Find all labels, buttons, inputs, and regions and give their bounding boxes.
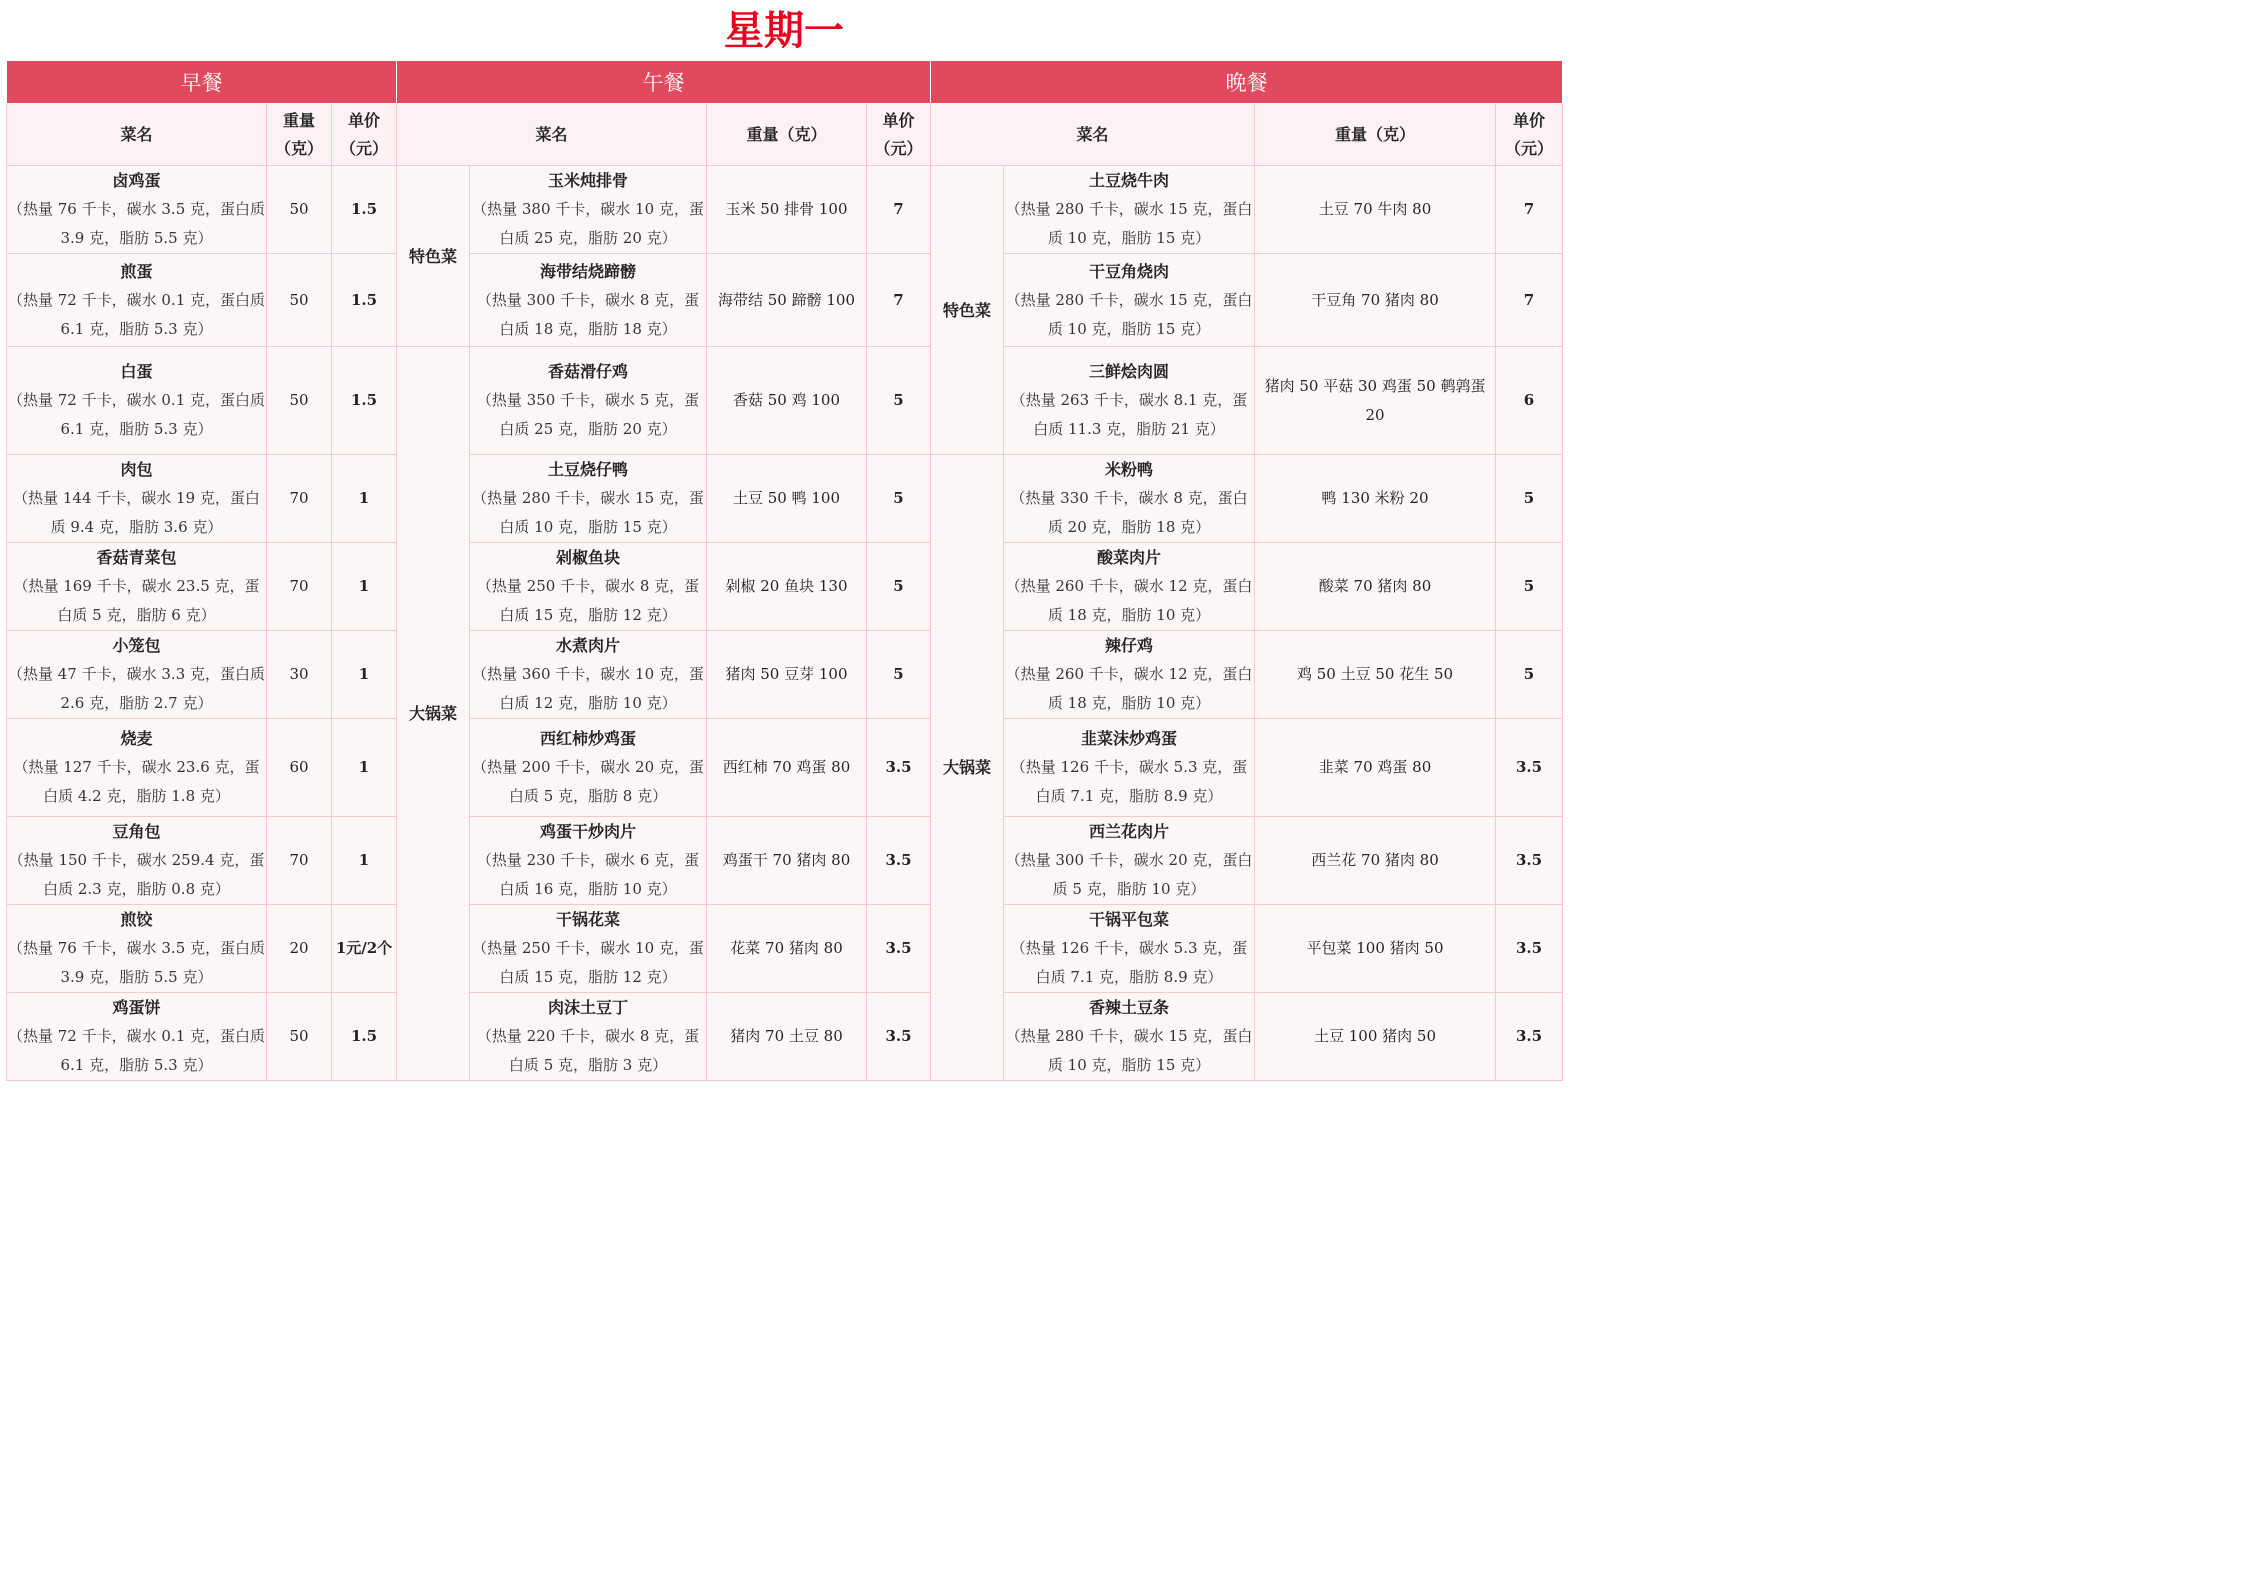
breakfast-dish-header: 菜名	[7, 104, 267, 166]
breakfast-dish-cell	[7, 543, 267, 631]
dish-nutrition: （热量 169 千卡，碳水 23.5 克，蛋白质 5 克，脂肪 6 克）	[13, 577, 260, 624]
breakfast-weight-cell: 70	[267, 543, 332, 631]
breakfast-weight-cell: 50	[267, 347, 332, 455]
dish-nutrition: （热量 280 千卡，碳水 15 克，蛋白质 10 克，脂肪 15 克）	[1005, 290, 1253, 338]
table-row	[7, 543, 1563, 631]
breakfast-dish-cell	[7, 166, 267, 254]
dish-nutrition: （热量 127 千卡，碳水 23.6 克，蛋白质 4.2 克，脂肪 1.8 克）	[13, 758, 260, 805]
meal-header-breakfast: 早餐	[7, 61, 397, 104]
dinner-dish-cell	[1004, 543, 1255, 631]
dish-name: 玉米炖排骨	[548, 171, 629, 190]
dish-nutrition: （热量 360 千卡，碳水 10 克，蛋白质 12 克，脂肪 10 克）	[472, 665, 704, 712]
lunch-weight-cell: 西红柿 70 鸡蛋 80	[707, 719, 867, 817]
dish-name: 土豆烧仔鸭	[548, 460, 629, 479]
lunch-dish-header: 菜名	[397, 104, 707, 166]
dinner-weight-cell: 土豆 100 猪肉 50	[1255, 993, 1496, 1081]
dinner-weight-cell: 干豆角 70 猪肉 80	[1255, 254, 1496, 347]
dish-name: 水煮肉片	[556, 636, 621, 655]
lunch-dish-cell	[470, 631, 707, 719]
dish-nutrition: （热量 250 千卡，碳水 8 克，蛋白质 15 克，脂肪 12 克）	[476, 577, 700, 624]
dish-name: 香辣土豆条	[1089, 998, 1170, 1017]
dish-name: 酸菜肉片	[1097, 548, 1162, 567]
dish-name: 西兰花肉片	[1089, 822, 1170, 841]
dinner-dish-cell	[1004, 347, 1255, 455]
breakfast-weight-header: 重量（克）	[267, 104, 332, 166]
dish-name: 鸡蛋饼	[112, 998, 161, 1017]
dish-name: 豆角包	[112, 822, 161, 841]
dish-name: 剁椒鱼块	[556, 548, 621, 567]
dish-nutrition: （热量 72 千卡，碳水 0.1 克，蛋白质 6.1 克，脂肪 5.3 克）	[7, 1027, 265, 1074]
dish-name: 三鲜烩肉圆	[1089, 362, 1170, 381]
page-title: 星期一	[724, 8, 844, 54]
dish-nutrition: （热量 250 千卡，碳水 10 克，蛋白质 15 克，脂肪 12 克）	[472, 939, 704, 986]
dish-name: 米粉鸭	[1105, 460, 1154, 479]
dish-name: 卤鸡蛋	[112, 171, 161, 190]
dish-nutrition: （热量 126 千卡，碳水 5.3 克，蛋白质 7.1 克，脂肪 8.9 克）	[1010, 939, 1248, 986]
dish-nutrition: （热量 300 千卡，碳水 8 克，蛋白质 18 克，脂肪 18 克）	[476, 290, 700, 338]
meal-header-dinner: 晚餐	[931, 61, 1563, 104]
lunch-category-special: 特色菜	[397, 166, 470, 347]
breakfast-price-cell: 1	[332, 719, 397, 817]
dish-nutrition: （热量 280 千卡，碳水 15 克，蛋白质 10 克，脂肪 15 克）	[1005, 1027, 1253, 1074]
lunch-dish-cell	[470, 817, 707, 905]
dish-nutrition: （热量 260 千卡，碳水 12 克，蛋白质 18 克，脂肪 10 克）	[1005, 665, 1253, 712]
breakfast-weight-cell: 50	[267, 993, 332, 1081]
dish-nutrition: （热量 47 千卡，碳水 3.3 克，蛋白质 2.6 克，脂肪 2.7 克）	[7, 665, 265, 712]
dinner-dish-cell	[1004, 817, 1255, 905]
breakfast-dish-cell	[7, 347, 267, 455]
breakfast-dish-cell	[7, 455, 267, 543]
lunch-category-bigpot: 大锅菜	[397, 347, 470, 1081]
lunch-dish-cell	[470, 455, 707, 543]
menu-table	[6, 60, 1563, 1081]
dinner-price-header: 单价（元）	[1496, 104, 1563, 166]
dinner-dish-cell	[1004, 166, 1255, 254]
dinner-category-special: 特色菜	[931, 166, 1004, 455]
dish-name: 煎蛋	[120, 261, 153, 281]
lunch-weight-cell: 香菇 50 鸡 100	[707, 347, 867, 455]
dish-name: 土豆烧牛肉	[1089, 171, 1170, 190]
lunch-price-cell: 7	[867, 166, 931, 254]
dinner-category-bigpot: 大锅菜	[931, 455, 1004, 1081]
lunch-dish-cell	[470, 993, 707, 1081]
dish-nutrition: （热量 76 千卡，碳水 3.5 克，蛋白质 3.9 克，脂肪 5.5 克）	[7, 200, 265, 247]
lunch-weight-cell: 猪肉 50 豆芽 100	[707, 631, 867, 719]
breakfast-price-cell: 1元/2个	[332, 905, 397, 993]
dinner-price-cell: 5	[1496, 631, 1563, 719]
breakfast-dish-cell	[7, 719, 267, 817]
dish-nutrition: （热量 280 千卡，碳水 15 克，蛋白质 10 克，脂肪 15 克）	[1005, 200, 1253, 247]
breakfast-dish-cell	[7, 254, 267, 347]
dish-nutrition: （热量 263 千卡，碳水 8.1 克，蛋白质 11.3 克，脂肪 21 克）	[1010, 391, 1248, 438]
lunch-weight-header: 重量（克）	[707, 104, 867, 166]
dish-nutrition: （热量 150 千卡，碳水 259.4 克，蛋白质 2.3 克，脂肪 0.8 克）	[8, 851, 265, 898]
table-row	[7, 719, 1563, 817]
lunch-dish-cell	[470, 905, 707, 993]
breakfast-price-cell: 1.5	[332, 254, 397, 347]
breakfast-weight-cell: 60	[267, 719, 332, 817]
breakfast-dish-cell	[7, 817, 267, 905]
breakfast-weight-cell: 50	[267, 254, 332, 347]
dish-name: 干锅花菜	[556, 910, 621, 929]
breakfast-weight-cell: 70	[267, 455, 332, 543]
lunch-price-cell: 5	[867, 455, 931, 543]
dish-nutrition: （热量 72 千卡，碳水 0.1 克，蛋白质 6.1 克，脂肪 5.3 克）	[7, 391, 265, 438]
lunch-dish-cell	[470, 543, 707, 631]
table-row	[7, 347, 1563, 455]
dinner-price-cell: 5	[1496, 455, 1563, 543]
table-row	[7, 631, 1563, 719]
dinner-price-cell: 7	[1496, 254, 1563, 347]
table-row	[7, 993, 1563, 1081]
dinner-weight-cell: 平包菜 100 猪肉 50	[1255, 905, 1496, 993]
dinner-weight-cell: 鸭 130 米粉 20	[1255, 455, 1496, 543]
dinner-weight-cell: 韭菜 70 鸡蛋 80	[1255, 719, 1496, 817]
dinner-dish-cell	[1004, 455, 1255, 543]
lunch-dish-cell	[470, 166, 707, 254]
dish-nutrition: （热量 220 千卡，碳水 8 克，蛋白质 5 克，脂肪 3 克）	[476, 1027, 700, 1074]
dish-name: 鸡蛋干炒肉片	[540, 822, 637, 841]
breakfast-price-cell: 1.5	[332, 166, 397, 254]
dish-name: 韭菜沫炒鸡蛋	[1081, 729, 1178, 748]
table-row	[7, 166, 1563, 254]
lunch-price-cell: 7	[867, 254, 931, 347]
dish-name: 海带结烧蹄髈	[540, 261, 637, 281]
lunch-weight-cell: 土豆 50 鸭 100	[707, 455, 867, 543]
dinner-price-cell: 6	[1496, 347, 1563, 455]
dish-name: 白蛋	[120, 362, 153, 381]
lunch-price-cell: 5	[867, 543, 931, 631]
table-row	[7, 254, 1563, 347]
lunch-price-cell: 3.5	[867, 817, 931, 905]
lunch-price-cell: 3.5	[867, 993, 931, 1081]
dinner-price-cell: 3.5	[1496, 719, 1563, 817]
dish-nutrition: （热量 260 千卡，碳水 12 克，蛋白质 18 克，脂肪 10 克）	[1005, 577, 1253, 624]
dish-nutrition: （热量 230 千卡，碳水 6 克，蛋白质 16 克，脂肪 10 克）	[476, 851, 700, 898]
dinner-price-cell: 3.5	[1496, 817, 1563, 905]
dish-nutrition: （热量 76 千卡，碳水 3.5 克，蛋白质 3.9 克，脂肪 5.5 克）	[7, 939, 265, 986]
dinner-weight-cell: 酸菜 70 猪肉 80	[1255, 543, 1496, 631]
dish-name: 辣仔鸡	[1105, 636, 1154, 655]
dish-nutrition: （热量 350 千卡，碳水 5 克，蛋白质 25 克，脂肪 20 克）	[476, 391, 700, 438]
dinner-dish-cell	[1004, 905, 1255, 993]
breakfast-dish-cell	[7, 993, 267, 1081]
breakfast-price-cell: 1	[332, 817, 397, 905]
dish-nutrition: （热量 200 千卡，碳水 20 克，蛋白质 5 克，脂肪 8 克）	[472, 758, 704, 805]
dish-name: 干豆角烧肉	[1089, 261, 1170, 281]
dish-name: 肉沫土豆丁	[548, 998, 629, 1017]
breakfast-price-cell: 1	[332, 543, 397, 631]
table-row	[7, 817, 1563, 905]
breakfast-weight-cell: 30	[267, 631, 332, 719]
dish-nutrition: （热量 280 千卡，碳水 15 克，蛋白质 10 克，脂肪 15 克）	[472, 489, 704, 536]
lunch-weight-cell: 剁椒 20 鱼块 130	[707, 543, 867, 631]
lunch-dish-cell	[470, 719, 707, 817]
meal-header-lunch: 午餐	[397, 61, 931, 104]
dish-name: 西红柿炒鸡蛋	[540, 729, 637, 748]
breakfast-dish-cell	[7, 631, 267, 719]
lunch-price-cell: 3.5	[867, 905, 931, 993]
dish-name: 肉包	[120, 460, 153, 479]
breakfast-price-cell: 1	[332, 631, 397, 719]
table-row	[7, 455, 1563, 543]
dish-nutrition: （热量 380 千卡，碳水 10 克，蛋白质 25 克，脂肪 20 克）	[472, 200, 704, 247]
dinner-price-cell: 3.5	[1496, 905, 1563, 993]
dinner-weight-cell: 猪肉 50 平菇 30 鸡蛋 50 鹌鹑蛋 20	[1255, 347, 1496, 455]
lunch-dish-cell	[470, 254, 707, 347]
lunch-weight-cell: 鸡蛋干 70 猪肉 80	[707, 817, 867, 905]
dinner-price-cell: 3.5	[1496, 993, 1563, 1081]
breakfast-dish-cell	[7, 905, 267, 993]
dish-name: 煎饺	[120, 910, 153, 929]
lunch-price-header: 单价（元）	[867, 104, 931, 166]
dish-nutrition: （热量 72 千卡，碳水 0.1 克，蛋白质 6.1 克，脂肪 5.3 克）	[7, 290, 265, 338]
lunch-dish-cell	[470, 347, 707, 455]
lunch-weight-cell: 海带结 50 蹄髈 100	[707, 254, 867, 347]
dinner-dish-cell	[1004, 719, 1255, 817]
lunch-price-cell: 3.5	[867, 719, 931, 817]
breakfast-weight-cell: 70	[267, 817, 332, 905]
dinner-dish-cell	[1004, 631, 1255, 719]
dish-nutrition: （热量 126 千卡，碳水 5.3 克，蛋白质 7.1 克，脂肪 8.9 克）	[1010, 758, 1248, 805]
dish-nutrition: （热量 144 千卡，碳水 19 克，蛋白质 9.4 克，脂肪 3.6 克）	[13, 489, 260, 536]
dinner-price-cell: 7	[1496, 166, 1563, 254]
dinner-weight-header: 重量（克）	[1255, 104, 1496, 166]
dinner-weight-cell: 鸡 50 土豆 50 花生 50	[1255, 631, 1496, 719]
dinner-weight-cell: 西兰花 70 猪肉 80	[1255, 817, 1496, 905]
table-row	[7, 905, 1563, 993]
dinner-price-cell: 5	[1496, 543, 1563, 631]
dish-name: 香菇滑仔鸡	[548, 362, 629, 381]
dish-nutrition: （热量 330 千卡，碳水 8 克，蛋白质 20 克，脂肪 18 克）	[1010, 489, 1248, 536]
breakfast-price-cell: 1.5	[332, 347, 397, 455]
breakfast-weight-cell: 20	[267, 905, 332, 993]
dish-name: 香菇青菜包	[96, 548, 177, 567]
dinner-weight-cell: 土豆 70 牛肉 80	[1255, 166, 1496, 254]
breakfast-price-cell: 1	[332, 455, 397, 543]
breakfast-price-header: 单价（元）	[332, 104, 397, 166]
dish-nutrition: （热量 300 千卡，碳水 20 克，蛋白质 5 克，脂肪 10 克）	[1005, 851, 1253, 898]
dish-name: 干锅平包菜	[1089, 910, 1170, 929]
lunch-weight-cell: 花菜 70 猪肉 80	[707, 905, 867, 993]
lunch-price-cell: 5	[867, 347, 931, 455]
breakfast-weight-cell: 50	[267, 166, 332, 254]
dinner-dish-header: 菜名	[931, 104, 1255, 166]
lunch-weight-cell: 玉米 50 排骨 100	[707, 166, 867, 254]
breakfast-price-cell: 1.5	[332, 993, 397, 1081]
dish-name: 烧麦	[120, 729, 153, 748]
lunch-weight-cell: 猪肉 70 土豆 80	[707, 993, 867, 1081]
lunch-price-cell: 5	[867, 631, 931, 719]
dinner-dish-cell	[1004, 993, 1255, 1081]
dinner-dish-cell	[1004, 254, 1255, 347]
dish-name: 小笼包	[112, 636, 161, 655]
